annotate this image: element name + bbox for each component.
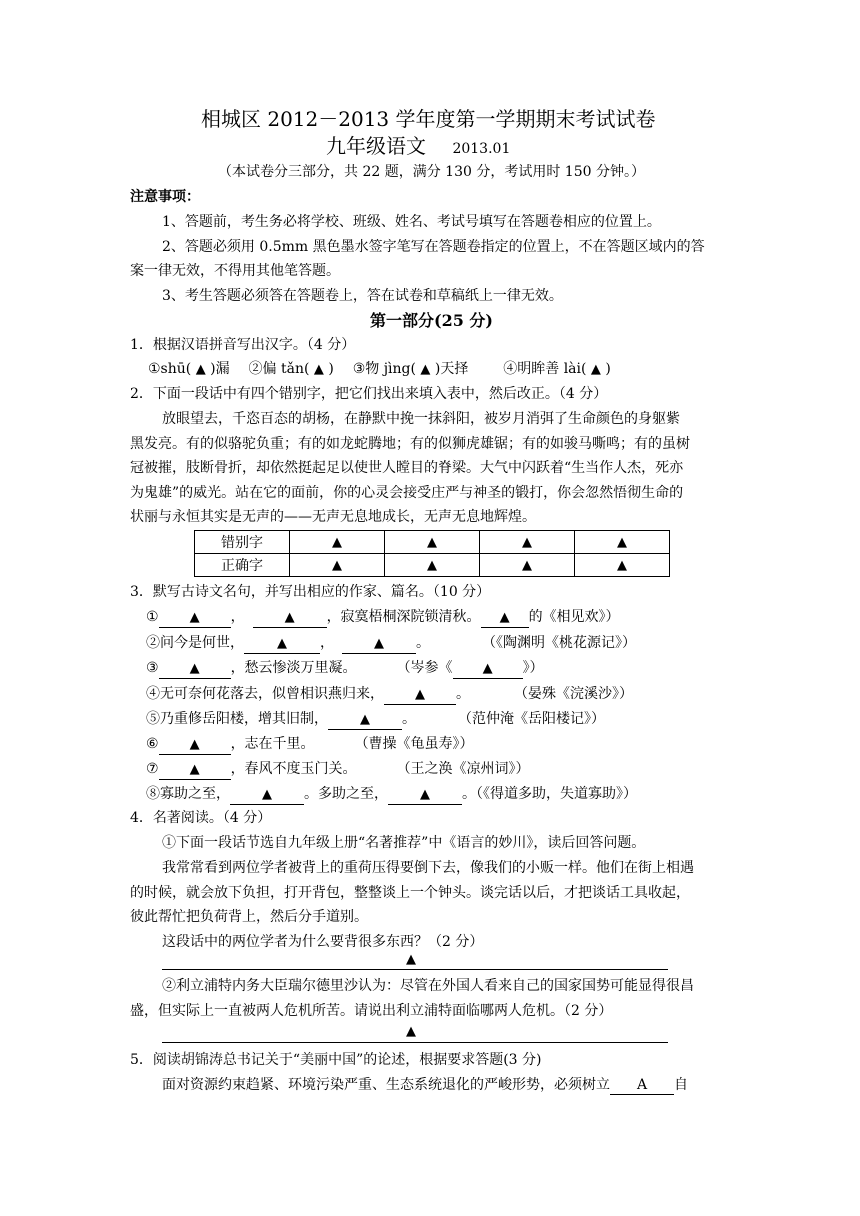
table-cell[interactable]: ▲ xyxy=(385,531,480,554)
q3-text: 。 xyxy=(402,711,416,727)
q4-answer-1-marker: ▲ xyxy=(406,952,416,967)
part1-heading: 第一部分(25 分) xyxy=(370,311,493,330)
q3-blank[interactable]: ▲ xyxy=(159,660,231,679)
q1-items xyxy=(148,358,611,381)
q3-line-3 xyxy=(146,657,544,679)
q3-source: （岑参《 xyxy=(396,660,453,676)
q3-blank[interactable]: ▲ xyxy=(244,635,320,654)
q3-blank[interactable]: ▲ xyxy=(253,609,327,628)
q3-text: ④无可奈何花落去，似曾相识燕归来， xyxy=(146,686,384,702)
q1-item-2-pre: ②偏 tǎn( xyxy=(248,361,310,377)
q1-blank-4[interactable]: ▲ xyxy=(590,362,601,377)
q3-text: 。 xyxy=(416,635,430,651)
q4-stem: 4．名著阅读。（4 分） xyxy=(130,810,272,826)
q4-p2-1: 我常常看到两位学者被背上的重荷压得要倒下去，像我们的小贩一样。他们在街上相遇 xyxy=(162,860,694,876)
table-row xyxy=(195,554,670,577)
q2-passage-3: 冠被摧，肢断骨折，却依然挺起足以使世人瞠目的脊梁。大气中闪跃着“生当作人杰，死亦 xyxy=(130,460,684,476)
q2-answer-table xyxy=(194,530,670,577)
q1-blank-2[interactable]: ▲ xyxy=(313,362,324,377)
q3-text: 。 xyxy=(456,686,470,702)
q5-p1-tail: 自 xyxy=(674,1077,688,1093)
q3-line-4 xyxy=(146,683,633,705)
q1-item-4-post: ) xyxy=(605,361,611,377)
q3-text: ⑧寡助之至， xyxy=(146,786,230,802)
notice-item-3: 3、考生答题必须答在答题卷上，答在试卷和草稿纸上一律无效。 xyxy=(162,288,563,304)
table-header-wrong: 错别字 xyxy=(195,531,290,554)
q1-blank-1[interactable]: ▲ xyxy=(195,362,206,377)
q2-passage-4: 为鬼雄”的威光。站在它的面前，你的心灵会接受庄严与神圣的锻打，你会忽然悟彻生命的 xyxy=(130,485,684,501)
q3-source: （《陶渊明《桃花源记》） xyxy=(482,635,636,651)
q3-text: 的《相见欢》） xyxy=(528,609,620,625)
q3-blank[interactable]: ▲ xyxy=(159,609,231,628)
q1-item-2-post: ) xyxy=(328,361,334,377)
q3-line-6 xyxy=(146,733,474,755)
table-cell[interactable]: ▲ xyxy=(480,531,575,554)
q5-p1 xyxy=(162,1074,688,1096)
q5-p1-text: 面对资源约束趋紧、环境污染严重、生态系统退化的严峻形势，必须树立 xyxy=(162,1077,610,1093)
q3-text: ， xyxy=(320,635,334,651)
q3-text: 。多助之至， xyxy=(304,786,388,802)
table-cell[interactable]: ▲ xyxy=(480,554,575,577)
q3-text: ，春风不度玉门关。 xyxy=(230,761,357,777)
q3-line-2 xyxy=(146,632,636,654)
q3-text: ，寂寞梧桐深院锁清秋。 xyxy=(326,609,481,625)
exam-note: （本试卷分三部分，共 22 题，满分 130 分，考试用时 150 分钟。） xyxy=(218,164,645,180)
q3-text: ③ xyxy=(146,660,159,676)
q3-source: （王之涣《凉州词》） xyxy=(396,761,530,777)
q3-source: （曹操《龟虽寿》） xyxy=(354,736,474,752)
q3-blank[interactable]: ▲ xyxy=(388,786,462,805)
q3-line-7 xyxy=(146,758,530,780)
q1-stem: 1．根据汉语拼音写出汉字。（4 分） xyxy=(130,337,356,353)
q3-line-1 xyxy=(146,606,620,628)
q3-source: 》） xyxy=(522,660,544,676)
table-cell[interactable]: ▲ xyxy=(385,554,480,577)
q4-question-1: 这段话中的两位学者为什么要背很多东西？（2 分） xyxy=(162,934,484,950)
table-header-correct: 正确字 xyxy=(195,554,290,577)
q3-blank[interactable]: ▲ xyxy=(159,736,231,755)
notice-item-1: 1、答题前，考生务必将学校、班级、姓名、考试号填写在答题卷相应的位置上。 xyxy=(162,214,661,230)
notice-item-2: 2、答题必须用 0.5mm 黑色墨水签字笔写在答题卷指定的位置上，不在答题区域内的答 xyxy=(162,239,705,255)
q2-stem: 2．下面一段话中有四个错别字，把它们找出来填入表中，然后改正。（4 分） xyxy=(130,386,608,402)
q3-text: ⑥ xyxy=(146,736,159,752)
table-cell[interactable]: ▲ xyxy=(575,531,670,554)
q3-text: ⑦ xyxy=(146,761,159,777)
q1-item-3-pre: ③物 jìng( xyxy=(352,361,416,377)
q4-p3-2: 盛，但实际上一直被两人危机所苦。请说出利立浦特面临哪两人危机。（2 分） xyxy=(130,1003,613,1019)
q5-blank-a[interactable]: A xyxy=(610,1076,674,1095)
table-cell[interactable]: ▲ xyxy=(290,554,385,577)
q4-answer-1-line[interactable] xyxy=(162,968,668,970)
q3-blank[interactable]: ▲ xyxy=(342,635,416,654)
q4-answer-2-line[interactable] xyxy=(162,1041,668,1043)
table-cell[interactable]: ▲ xyxy=(575,554,670,577)
q1-item-3-post: )天择 xyxy=(434,361,469,377)
q4-p1: ①下面一段话节选自九年级上册“名著推荐”中《语言的妙川》，读后回答问题。 xyxy=(162,835,646,851)
exam-title: 相城区 2012－2013 学年度第一学期期末考试试卷 xyxy=(201,107,656,131)
q3-source: （晏殊《浣溪沙》） xyxy=(514,686,633,702)
q1-item-4-pre: ④明眸善 lài( xyxy=(503,361,587,377)
q3-text: ⑤乃重修岳阳楼，增其旧制， xyxy=(146,711,328,727)
table-cell[interactable]: ▲ xyxy=(290,531,385,554)
q1-item-1-post: )漏 xyxy=(210,361,230,377)
q4-answer-2-marker: ▲ xyxy=(406,1024,416,1039)
q3-source: 。（《得道多助，失道寡助》） xyxy=(462,786,637,802)
exam-subtitle-line xyxy=(326,133,510,160)
q2-passage-2: 黑发亮。有的似骆驼负重；有的如龙蛇腾地；有的似狮虎雄锯；有的如骏马嘶鸣；有的虽树 xyxy=(130,436,690,452)
q4-p3-1: ②利立浦特内务大臣瑞尔德里沙认为：尽管在外国人看来自己的国家国势可能显得很昌 xyxy=(162,978,694,994)
q3-blank[interactable]: ▲ xyxy=(328,711,402,730)
notice-heading: 注意事项： xyxy=(130,189,200,205)
q3-text: ，志在千里。 xyxy=(230,736,315,752)
q2-passage-5: 状丽与永恒其实是无声的——无声无息地成长，无声无息地辉煌。 xyxy=(130,509,536,525)
q3-text: ②问今是何世， xyxy=(146,635,244,651)
notice-item-2-cont: 案一律无效，不得用其他笔答题。 xyxy=(130,263,340,279)
q4-p2-3: 彼此帮忙把负荷背上，然后分手道别。 xyxy=(130,909,368,925)
q1-item-1-pre: ①shū( xyxy=(148,361,192,377)
exam-date: 2013.01 xyxy=(452,141,511,157)
q1-blank-3[interactable]: ▲ xyxy=(420,362,431,377)
exam-subject: 九年级语文 xyxy=(326,134,426,158)
q3-l1-num: ① xyxy=(146,609,159,625)
q3-line-5 xyxy=(146,708,605,730)
q3-blank[interactable]: ▲ xyxy=(384,686,456,705)
q3-stem: 3．默写古诗文名句，并写出相应的作家、篇名。（10 分） xyxy=(130,584,491,600)
q3-blank[interactable]: ▲ xyxy=(453,660,523,679)
q2-passage-1: 放眼望去，千恣百态的胡杨，在静默中挽一抹斜阳，被岁月消弭了生命颜色的身躯紫 xyxy=(162,411,680,427)
q3-blank[interactable]: ▲ xyxy=(481,609,529,628)
q3-text: ， xyxy=(230,609,245,625)
q3-text: ，愁云惨淡万里凝。 xyxy=(230,660,357,676)
q3-source: （范仲淹《岳阳楼记》） xyxy=(458,711,605,727)
q5-stem: 5．阅读胡锦涛总书记关于“美丽中国”的论述，根据要求答题(3 分) xyxy=(130,1052,542,1068)
q3-blank[interactable]: ▲ xyxy=(230,786,304,805)
q4-p2-2: 的时候，就会放下负担，打开背包，整整谈上一个钟头。谈完话以后，才把谈话工具收起， xyxy=(130,885,690,901)
q3-blank[interactable]: ▲ xyxy=(159,761,231,780)
table-row xyxy=(195,531,670,554)
q3-line-8 xyxy=(146,783,637,805)
